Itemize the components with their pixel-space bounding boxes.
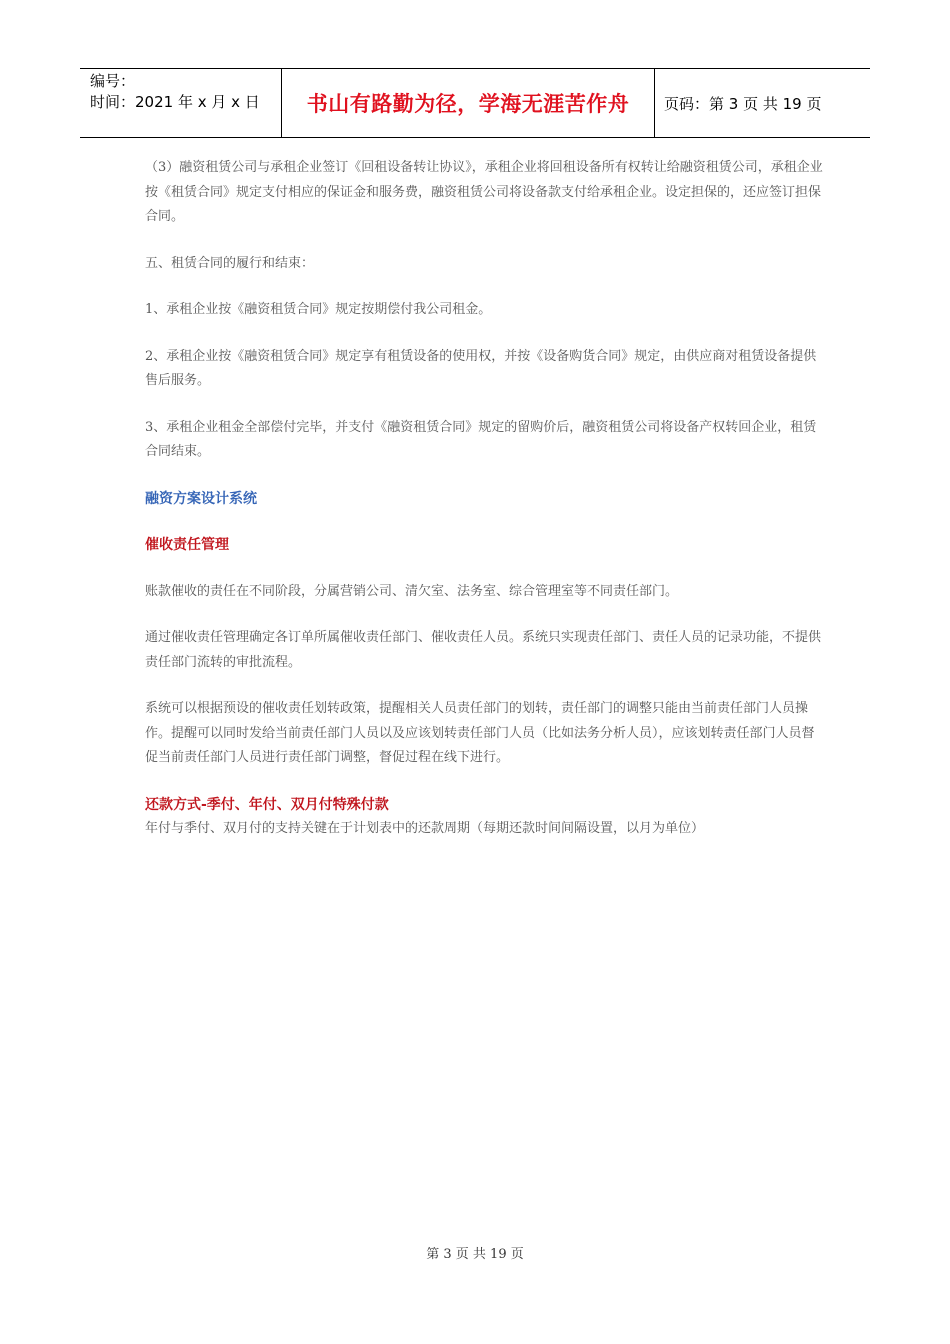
- section-heading-text: 五、租赁合同的履行和结束：: [145, 255, 315, 271]
- subsection-heading: 催收责任管理: [145, 537, 229, 553]
- paragraph: 系统可以根据预设的催收责任划转政策，提醒相关人员责任部门的划转，责任部门的调整只能由当前责任部门人员操作。提醒可以同时发给当前责任部门人员以及应该划转责任部门人员（比如法务分析人员），应该划转责任部门人员督促当前责任部门人员进行责任部门调整，督促过程在线下进行。: [145, 701, 815, 765]
- header-meta: [80, 69, 282, 137]
- header-page-info: 页码：第 3 页 共 19 页: [664, 94, 822, 113]
- paragraph: 2、承租企业按《融资租赁合同》规定享有租赁设备的使用权，并按《设备购货合同》规定，由供应商对租赁设备提供售后服务。: [145, 348, 817, 388]
- paragraph: 3、承租企业租金全部偿付完毕，并支付《融资租赁合同》规定的留购价后，融资租赁公司将设备产权转回企业，租赁合同结束。: [145, 419, 817, 459]
- page-footer: 第 3 页 共 19 页: [426, 1247, 524, 1262]
- paragraph: （3）融资租赁公司与承租企业签订《回租设备转让协议》，承租企业将回租设备所有权转让给融资租赁公司，承租企业按《租赁合同》规定支付相应的保证金和服务费，融资租赁公司将设备款支付给承租企业。设定担保的，还应签订担保合同。: [145, 160, 823, 224]
- paragraph: 1、承租企业按《融资租赁合同》规定按期偿付我公司租金。: [145, 302, 492, 317]
- page-header: [80, 68, 870, 138]
- paragraph: 年付与季付、双月付的支持关键在于计划表中的还款周期（每期还款时间间隔设置，以月为单位）: [145, 821, 705, 836]
- header-motto: 书山有路勤为径，学海无涯苦作舟: [282, 69, 655, 137]
- section-heading: 融资方案设计系统: [145, 490, 257, 507]
- paragraph: 通过催收责任管理确定各订单所属催收责任部门、催收责任人员。系统只实现责任部门、责任人员的记录功能，不提供责任部门流转的审批流程。: [145, 630, 822, 670]
- subsection-heading: 还款方式-季付、年付、双月付特殊付款: [145, 796, 389, 813]
- paragraph: 账款催收的责任在不同阶段，分属营销公司、清欠室、法务室、综合管理室等不同责任部门。: [145, 583, 679, 599]
- document-body: [145, 156, 825, 842]
- time-label: 时间：2021 年 x 月 x 日: [90, 93, 260, 111]
- serial-label: 编号：: [90, 72, 136, 90]
